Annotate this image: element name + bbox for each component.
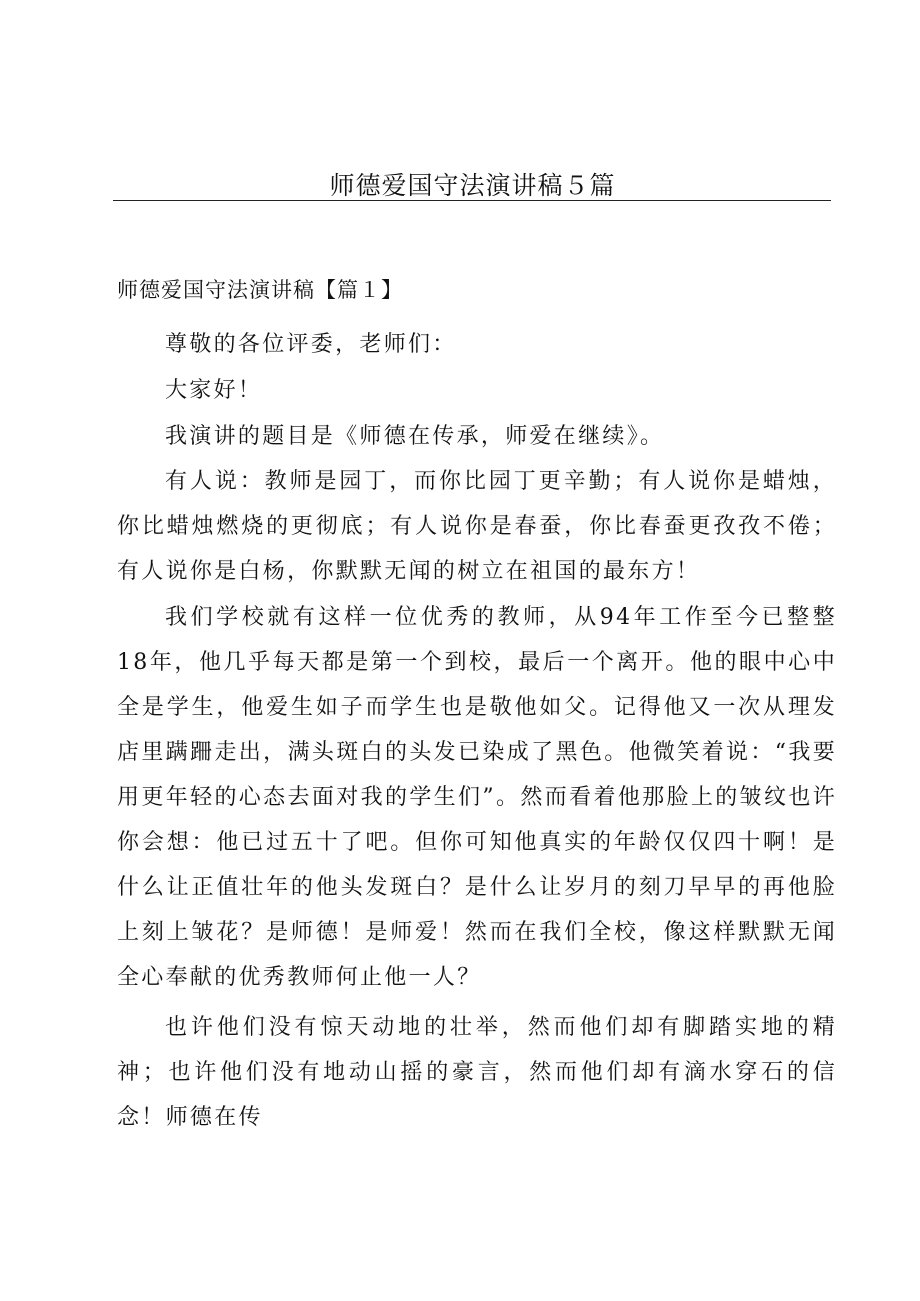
- document-title: 师德爱国守法演讲稿５篇: [329, 171, 616, 200]
- teacher-story-paragraph: 我们学校就有这样一位优秀的教师，从94年工作至今已整整18年，他几乎每天都是第一个到校，最后一个离开。他的眼中心中全是学生，他爱生如子而学生也是敬他如父。记得他又一次从理发店里蹒跚走出，满头斑白的头发已染成了黑色。他微笑着说：“我要用更年轻的心态去面对我的学生们”。然而看着他那脸上的皱纹也许你会想：他已过五十了吧。但你可知他真实的年龄仅仅四十啊！是什么让正值壮年的他头发斑白？是什么让岁月的刻刀早早的再他脸上刻上皱花？是师德！是师爱！然而在我们全校，像这样默默无闻全心奉献的优秀教师何止他一人？: [117, 605, 837, 990]
- closing-paragraph: 也许他们没有惊天动地的壮举，然而他们却有脚踏实地的精神；也许他们没有地动山摇的豪言，然而他们却有滴水穿石的信念！师德在传: [117, 1015, 837, 1130]
- title-underline: [113, 200, 831, 201]
- salutation-paragraph: 尊敬的各位评委，老师们：: [165, 332, 457, 357]
- speech-topic-paragraph: 我演讲的题目是《师德在传承，师爱在继续》。: [165, 424, 665, 449]
- section-heading: 师德爱国守法演讲稿【篇１】: [117, 278, 403, 302]
- greeting-paragraph: 大家好！: [165, 378, 263, 403]
- metaphor-paragraph: 有人说：教师是园丁，而你比园丁更辛勤；有人说你是蜡烛，你比蜡烛燃烧的更彻底；有人说你是春蚕，你比春蚕更孜孜不倦；有人说你是白杨，你默默无闻的树立在祖国的最东方！: [117, 469, 837, 584]
